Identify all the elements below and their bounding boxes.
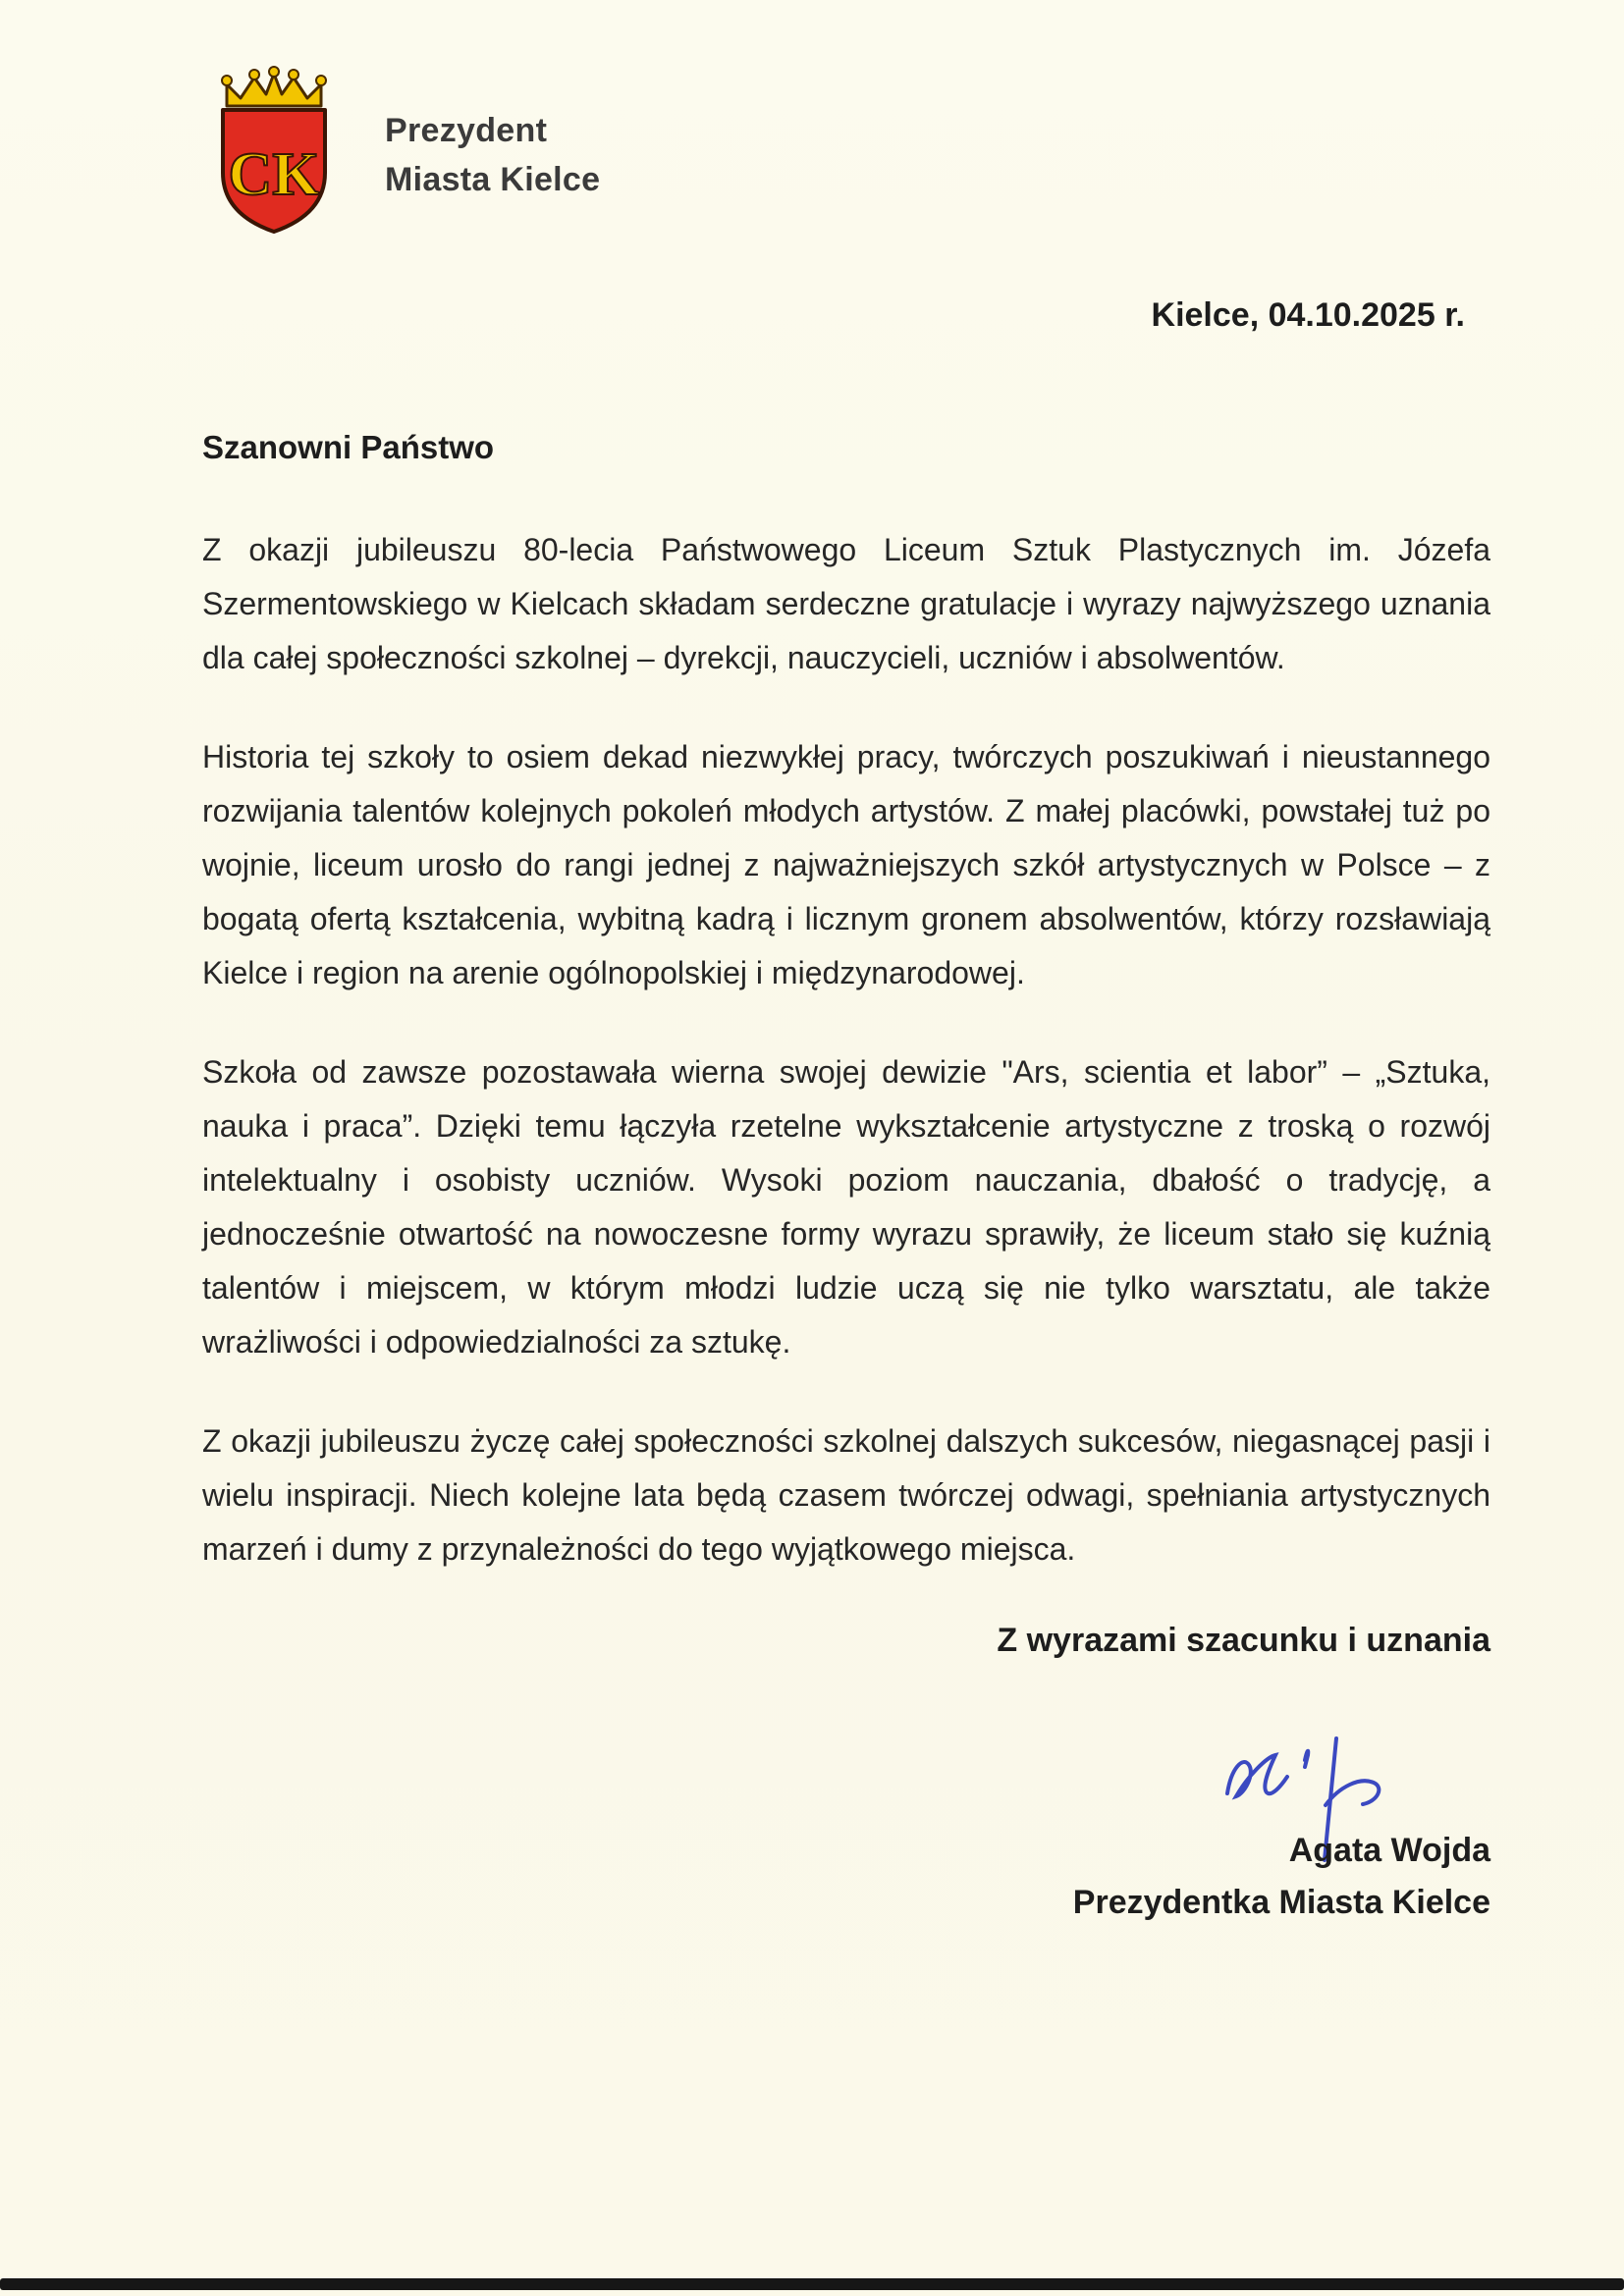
letter-content bbox=[202, 0, 1490, 1929]
closing-line: Z wyrazami szacunku i uznania bbox=[997, 1622, 1490, 1659]
date-line: Kielce, 04.10.2025 r. bbox=[1151, 296, 1465, 334]
signature-block bbox=[202, 1711, 1490, 1929]
paragraph-3: Szkoła od zawsze pozostawała wierna swojej dewizie "Ars, scientia et labor” – „Sztuka, nauka i praca”. Dzięki temu łączyła rzetelne wykształcenie artystyczne z troską o rozwój intelektualny i osobisty uczniów. Wysoki poziom nauczania, dbałość o tradycję, a jednocześnie otwartość na nowoczesne formy wyrazu sprawiły, że liceum stało się kuźnią talentów i miejscem, w którym młodzi ludzie uczą się nie tylko warsztatu, ale także wrażliwości i odpowiedzialności za sztukę. bbox=[202, 1054, 1490, 1360]
letter-body bbox=[202, 523, 1490, 1576]
org-title-line2: Miasta Kielce bbox=[385, 161, 601, 198]
signature-stroke bbox=[1305, 1751, 1308, 1767]
paragraph-1: Z okazji jubileuszu 80-lecia Państwowego Liceum Sztuk Plastycznych im. Józefa Szermentowskiego w Kielcach składam serdeczne gratulacje i wyrazy najwyższego uznania dla całej społeczności szkolnej – dyrekcji, nauczycieli, uczniów i absolwentów. bbox=[202, 532, 1490, 675]
paragraph-2: Historia tej szkoły to osiem dekad niezwykłej pracy, twórczych poszukiwań i nieustannego rozwijania talentów kolejnych pokoleń młodych artystów. Z małej placówki, powstałej tuż po wojnie, liceum urosło do rangi jednej z najważniejszych szkół artystycznych w Polsce – z bogatą ofertą kształcenia, wybitną kadrą i licznym gronem absolwentów, którzy rozsławiają Kielce i region na arenie ogólnopolskiej i międzynarodowej. bbox=[202, 739, 1490, 990]
scan-edge-artifact bbox=[0, 2278, 1624, 2290]
paragraph-4: Z okazji jubileuszu życzę całej społeczności szkolnej dalszych sukcesów, niegasnącej pasji i wielu inspiracji. Niech kolejne lata będą czasem twórczej odwagi, spełniania artystycznych marzeń i dumy z przynależności do tego wyjątkowego miejsca. bbox=[202, 1423, 1490, 1567]
logo-letters: CK bbox=[228, 141, 320, 208]
signatory-title: Prezydentka Miasta Kielce bbox=[1072, 1884, 1490, 1921]
org-title-line1: Prezydent bbox=[385, 112, 548, 149]
signatory-name: Agata Wojda bbox=[1288, 1832, 1490, 1869]
salutation: Szanowni Państwo bbox=[202, 429, 495, 465]
signature-stroke bbox=[1227, 1755, 1287, 1796]
